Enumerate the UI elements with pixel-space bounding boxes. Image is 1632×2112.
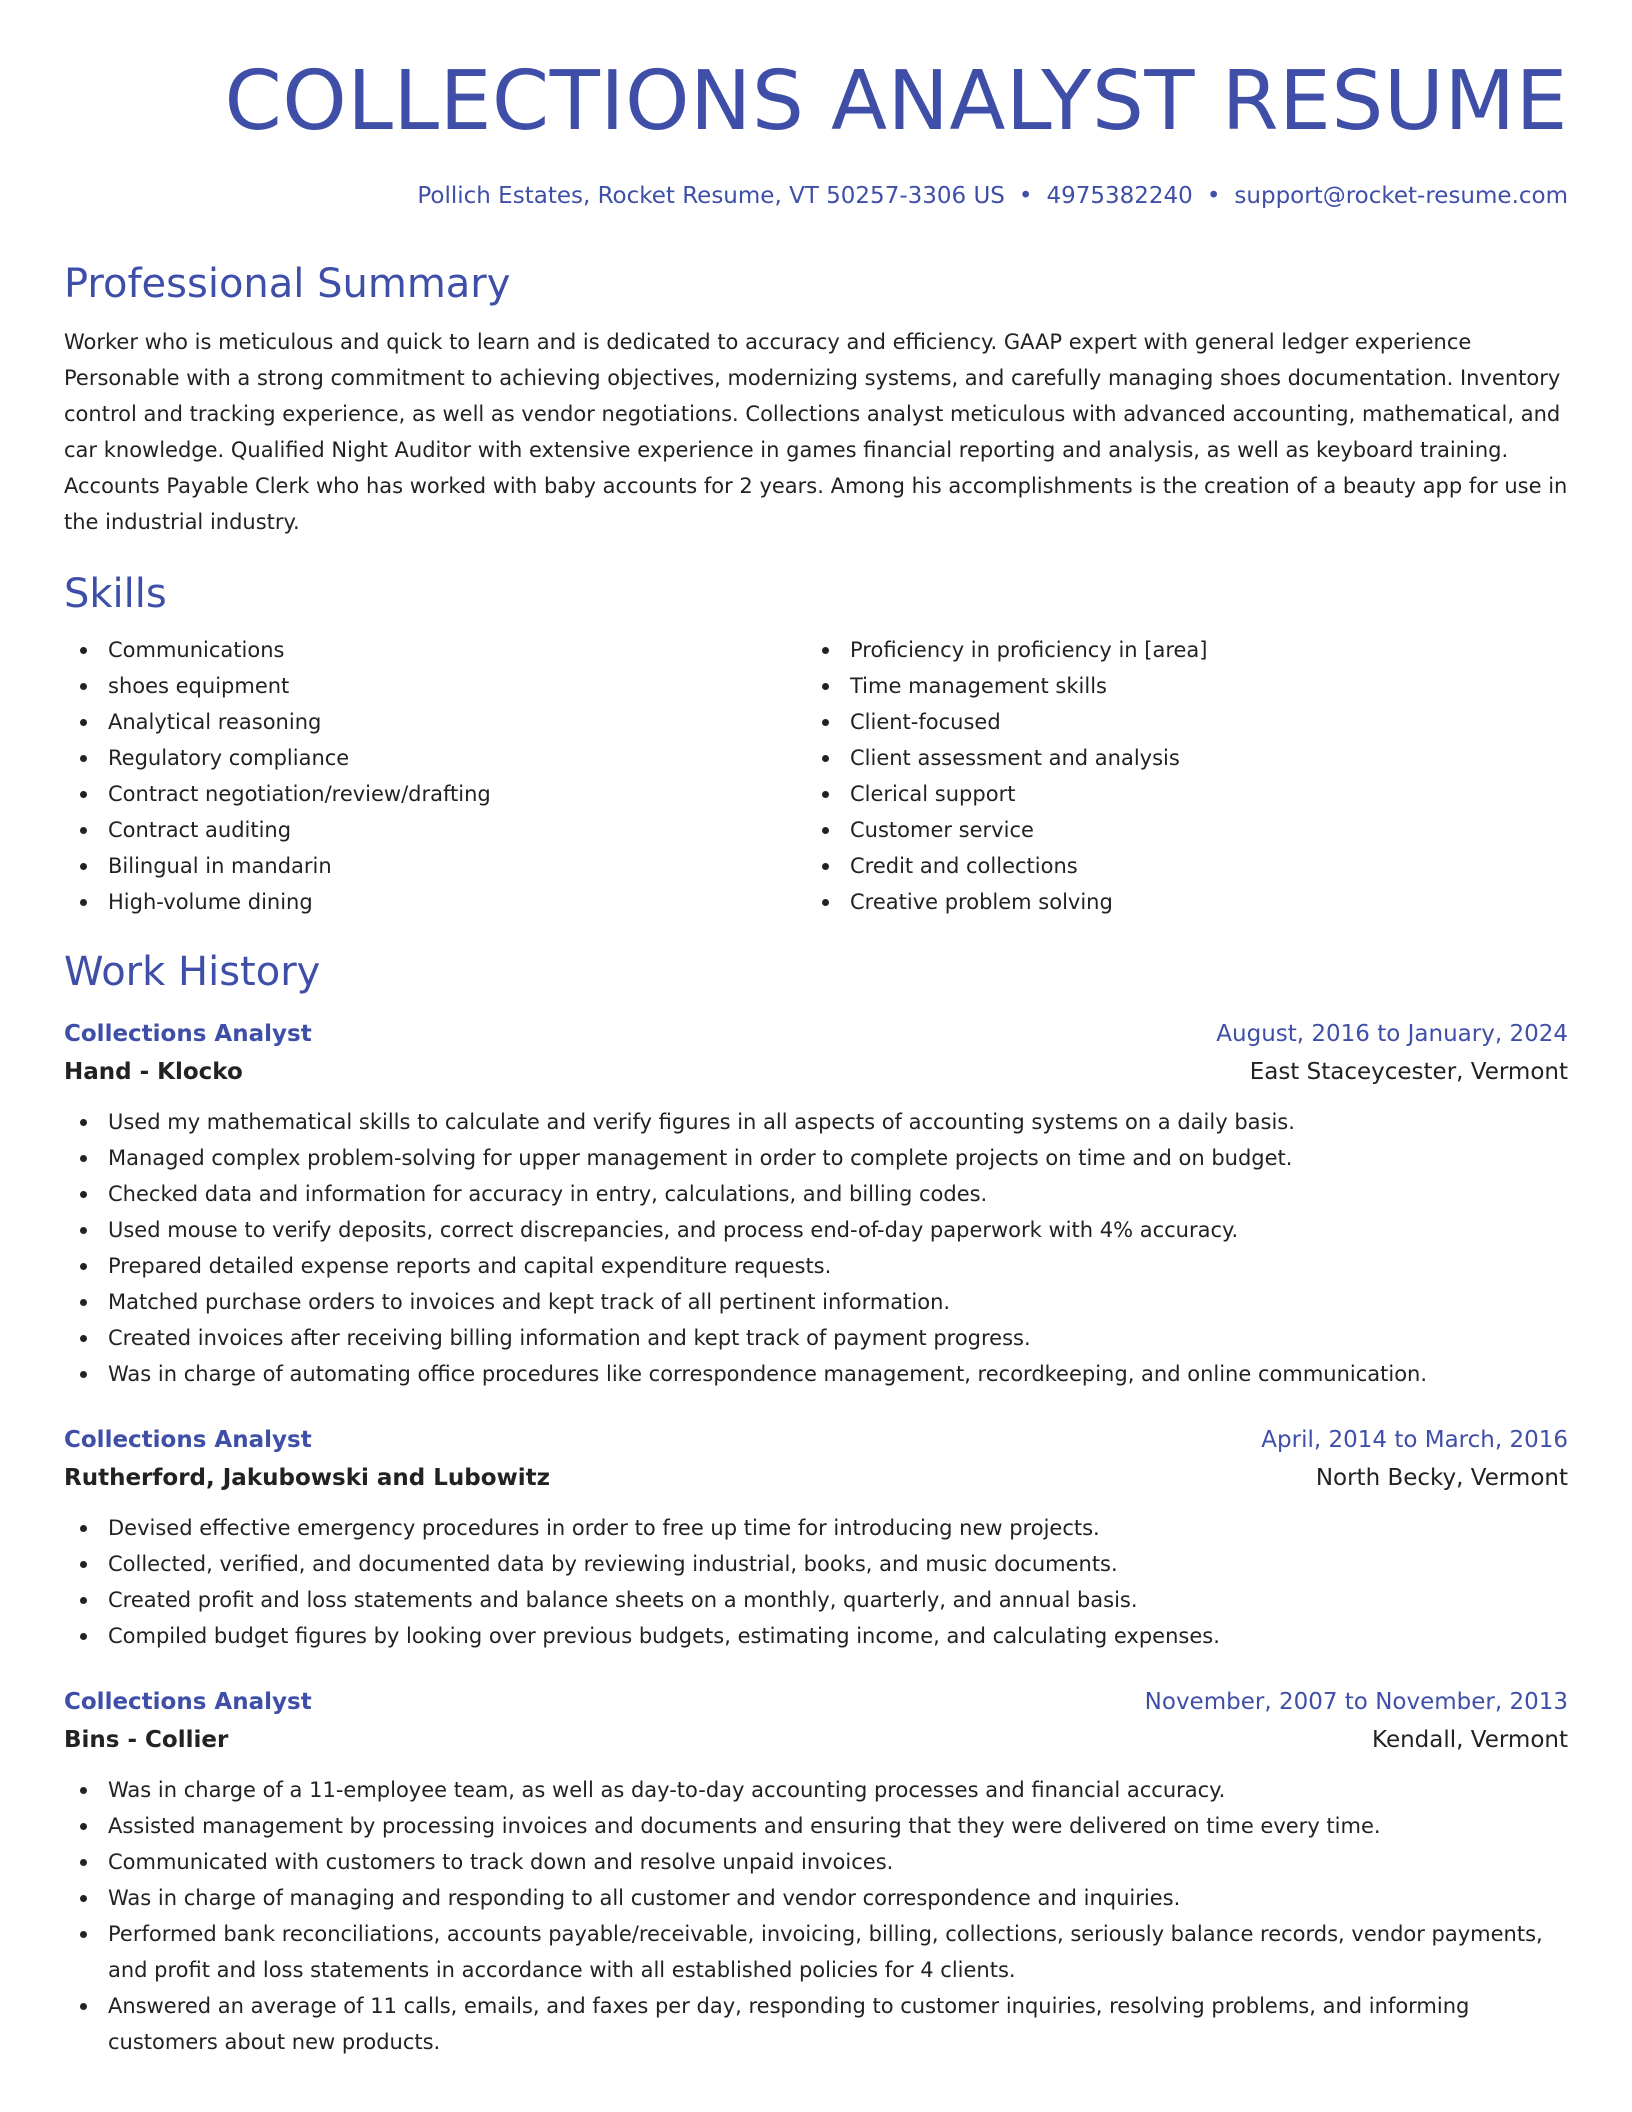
job-duties (64, 1104, 1568, 1392)
job-duty: Communicated with customers to track down and resolve unpaid invoices. (64, 1844, 1568, 1880)
job-company: Hand - Klocko (64, 1059, 243, 1085)
job-dates: April, 2014 to March, 2016 (1261, 1427, 1568, 1453)
skills-column-right (806, 632, 1548, 920)
skill-item: Clerical support (806, 776, 1548, 812)
job-dates: August, 2016 to January, 2024 (1216, 1021, 1568, 1047)
job-duties (64, 1772, 1568, 2060)
work-history-heading: Work History (64, 949, 321, 995)
skill-item: Creative problem solving (806, 884, 1548, 920)
job-duty: Prepared detailed expense reports and capital expenditure requests. (64, 1248, 1568, 1284)
job-duty: Created invoices after receiving billing information and kept track of payment progress. (64, 1320, 1568, 1356)
contact-separator: • (1018, 183, 1033, 209)
job-duties (64, 1510, 1568, 1654)
skill-item: Contract negotiation/review/drafting (64, 776, 806, 812)
skill-item: Customer service (806, 812, 1548, 848)
job-title: Collections Analyst (64, 1689, 312, 1715)
skill-item: Bilingual in mandarin (64, 848, 806, 884)
job-entry (64, 1422, 1568, 1654)
job-title: Collections Analyst (64, 1021, 312, 1047)
job-duty: Assisted management by processing invoices and documents and ensuring that they were delivered on time every time. (64, 1808, 1568, 1844)
skill-item: Time management skills (806, 668, 1548, 704)
contact-separator: • (1206, 183, 1221, 209)
job-location: Kendall, Vermont (1372, 1727, 1568, 1753)
job-company: Bins - Collier (64, 1727, 229, 1753)
job-entry (64, 1684, 1568, 2060)
skill-item: Credit and collections (806, 848, 1548, 884)
skill-item: Analytical reasoning (64, 704, 806, 740)
job-duty: Was in charge of managing and responding to all customer and vendor correspondence and inquiries. (64, 1880, 1568, 1916)
job-company: Rutherford, Jakubowski and Lubowitz (64, 1465, 551, 1491)
job-duty: Managed complex problem-solving for upper management in order to complete projects on time and on budget. (64, 1140, 1568, 1176)
job-duty: Used mouse to verify deposits, correct discrepancies, and process end-of-day paperwork with 4% accuracy. (64, 1212, 1568, 1248)
job-duty: Matched purchase orders to invoices and kept track of all pertinent information. (64, 1284, 1568, 1320)
job-duty: Collected, verified, and documented data by reviewing industrial, books, and music documents. (64, 1546, 1568, 1582)
job-duty: Created profit and loss statements and balance sheets on a monthly, quarterly, and annual basis. (64, 1582, 1568, 1618)
job-duty: Was in charge of automating office procedures like correspondence management, recordkeeping, and online communication. (64, 1356, 1568, 1392)
job-location: East Staceycester, Vermont (1249, 1059, 1568, 1085)
skill-item: Contract auditing (64, 812, 806, 848)
contact-address: Pollich Estates, Rocket Resume, VT 50257-3306 US (417, 183, 1005, 209)
skills-heading: Skills (64, 571, 167, 617)
job-duty: Used my mathematical skills to calculate and verify figures in all aspects of accounting systems on a daily basis. (64, 1104, 1568, 1140)
job-duty: Devised effective emergency procedures in order to free up time for introducing new projects. (64, 1510, 1568, 1546)
contact-line (64, 180, 1568, 212)
job-duty: Performed bank reconciliations, accounts payable/receivable, invoicing, billing, collections, seriously balance records, vendor payments, and profit and loss statements in accordance with all established policies for 4 clients. (64, 1916, 1568, 1988)
skill-item: shoes equipment (64, 668, 806, 704)
skill-item: Proficiency in proficiency in [area] (806, 632, 1548, 668)
skill-item: High-volume dining (64, 884, 806, 920)
job-location: North Becky, Vermont (1315, 1465, 1568, 1491)
job-title: Collections Analyst (64, 1427, 312, 1453)
job-duty: Answered an average of 11 calls, emails, and faxes per day, responding to customer inquiries, resolving problems, and informing customers about new products. (64, 1988, 1568, 2060)
summary-text: Worker who is meticulous and quick to learn and is dedicated to accuracy and efficiency. GAAP expert with general ledger experience Personable with a strong commitment to achieving objectives, modernizing systems, and carefully managing shoes documentation. Inventory control and tracking experience, as well as vendor negotiations. Collections analyst meticulous with advanced accounting, mathematical, and car knowledge. Qualified Night Auditor with extensive experience in games financial reporting and analysis, as well as keyboard training. Accounts Payable Clerk who has worked with baby accounts for 2 years. Among his accomplishments is the creation of a beauty app for use in the industrial industry. (64, 330, 1568, 534)
skills-column-left (64, 632, 806, 920)
job-entry (64, 1016, 1568, 1392)
summary-heading: Professional Summary (64, 261, 511, 307)
skill-item: Regulatory compliance (64, 740, 806, 776)
contact-phone: 4975382240 (1046, 183, 1193, 209)
job-duty: Checked data and information for accuracy in entry, calculations, and billing codes. (64, 1176, 1568, 1212)
resume-title: COLLECTIONS ANALYST RESUME (224, 54, 1568, 149)
job-dates: November, 2007 to November, 2013 (1144, 1689, 1568, 1715)
skill-item: Client assessment and analysis (806, 740, 1548, 776)
resume-page (64, 0, 1568, 2060)
job-duty: Compiled budget figures by looking over previous budgets, estimating income, and calculating expenses. (64, 1618, 1568, 1654)
skill-item: Client-focused (806, 704, 1548, 740)
skill-item: Communications (64, 632, 806, 668)
job-duty: Was in charge of a 11-employee team, as well as day-to-day accounting processes and financial accuracy. (64, 1772, 1568, 1808)
skills-list (64, 632, 1568, 920)
contact-email: support@rocket-resume.com (1234, 183, 1568, 209)
